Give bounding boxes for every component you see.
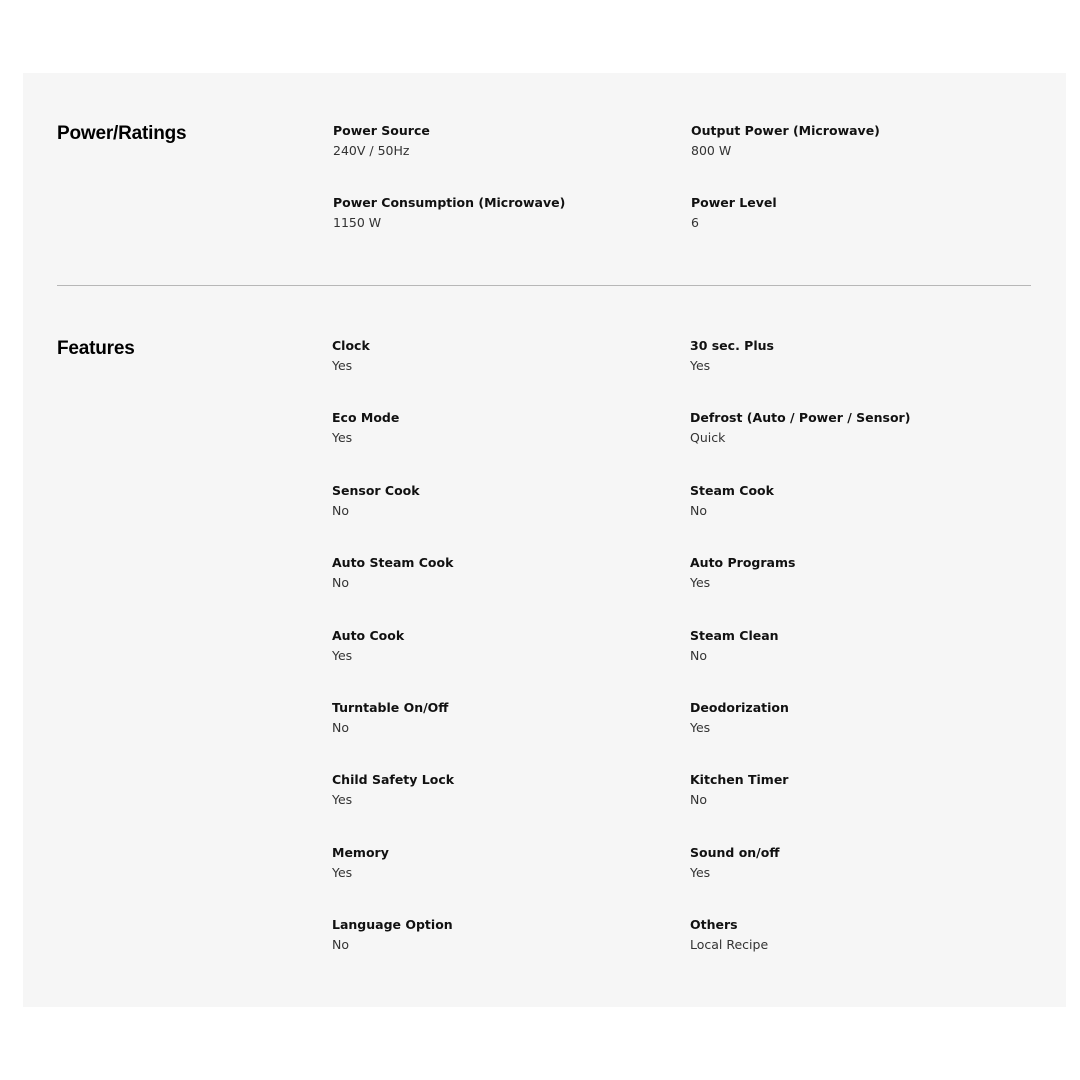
spec-label: Child Safety Lock xyxy=(332,772,455,788)
spec-label: Power Level xyxy=(691,195,777,211)
spec-value: No xyxy=(332,937,349,953)
spec-label: Deodorization xyxy=(690,699,789,715)
spec-auto-programs xyxy=(690,555,1010,627)
specifications-panel xyxy=(23,73,1066,1007)
spec-value: Local Recipe xyxy=(690,937,769,953)
spec-kitchen-timer xyxy=(690,772,1010,844)
spec-value: Yes xyxy=(332,647,353,663)
spec-steam-clean xyxy=(690,628,1010,700)
spec-turntable-on-off xyxy=(332,700,690,772)
spec-eco-mode xyxy=(332,410,690,482)
spec-steam-cook xyxy=(690,483,1010,555)
spec-value: No xyxy=(690,647,707,663)
power-ratings-section xyxy=(57,123,1032,293)
spec-others xyxy=(690,917,1010,989)
spec-value: Yes xyxy=(690,719,711,735)
spec-label: Eco Mode xyxy=(332,410,400,426)
spec-clock xyxy=(332,338,690,410)
spec-label: Memory xyxy=(332,844,389,860)
spec-value: No xyxy=(332,502,349,518)
spec-label: 30 sec. Plus xyxy=(690,338,774,353)
spec-value: Yes xyxy=(690,864,711,880)
section-title-features: Features xyxy=(57,338,135,359)
spec-value: Yes xyxy=(690,575,711,591)
spec-label: Output Power (Microwave) xyxy=(691,123,880,138)
spec-value: Quick xyxy=(690,430,726,446)
spec-value: No xyxy=(332,719,349,735)
spec-deodorization xyxy=(690,700,1010,772)
spec-label: Kitchen Timer xyxy=(690,772,789,788)
spec-language-option xyxy=(332,917,690,989)
features-section xyxy=(57,338,1032,978)
spec-auto-steam-cook xyxy=(332,555,690,627)
spec-value: 6 xyxy=(691,215,699,231)
spec-30-sec-plus xyxy=(690,338,1010,410)
spec-label: Others xyxy=(690,917,738,933)
spec-value: No xyxy=(690,502,707,518)
spec-value: Yes xyxy=(690,358,711,373)
spec-label: Auto Cook xyxy=(332,627,405,643)
spec-memory xyxy=(332,845,690,917)
spec-label: Language Option xyxy=(332,917,453,933)
section-title-power-ratings: Power/Ratings xyxy=(57,123,187,144)
spec-label: Sound on/off xyxy=(690,844,780,860)
spec-value: 240V / 50Hz xyxy=(333,143,410,158)
spec-output-power xyxy=(691,123,1011,195)
spec-value: Yes xyxy=(332,792,353,808)
spec-value: No xyxy=(332,575,349,591)
spec-label: Steam Clean xyxy=(690,627,779,643)
spec-power-level xyxy=(691,195,1011,267)
spec-label: Sensor Cook xyxy=(332,482,420,498)
spec-defrost xyxy=(690,410,1010,482)
spec-label: Auto Steam Cook xyxy=(332,555,454,571)
spec-sensor-cook xyxy=(332,483,690,555)
power-ratings-specs xyxy=(333,123,1011,268)
spec-label: Defrost (Auto / Power / Sensor) xyxy=(690,410,911,426)
spec-child-safety-lock xyxy=(332,772,690,844)
spec-auto-cook xyxy=(332,628,690,700)
spec-label: Power Source xyxy=(333,123,430,138)
section-divider xyxy=(57,285,1031,286)
spec-label: Power Consumption (Microwave) xyxy=(333,195,566,211)
spec-value: Yes xyxy=(332,430,353,446)
spec-value: 800 W xyxy=(691,143,732,158)
spec-label: Clock xyxy=(332,338,370,353)
spec-value: No xyxy=(690,792,707,808)
spec-value: 1150 W xyxy=(333,215,382,231)
spec-value: Yes xyxy=(332,358,353,373)
spec-power-consumption xyxy=(333,195,691,267)
spec-value: Yes xyxy=(332,864,353,880)
spec-label: Auto Programs xyxy=(690,555,796,571)
spec-sound-on-off xyxy=(690,845,1010,917)
spec-label: Steam Cook xyxy=(690,482,774,498)
spec-power-source xyxy=(333,123,691,195)
features-specs xyxy=(332,338,1010,990)
spec-label: Turntable On/Off xyxy=(332,699,449,715)
